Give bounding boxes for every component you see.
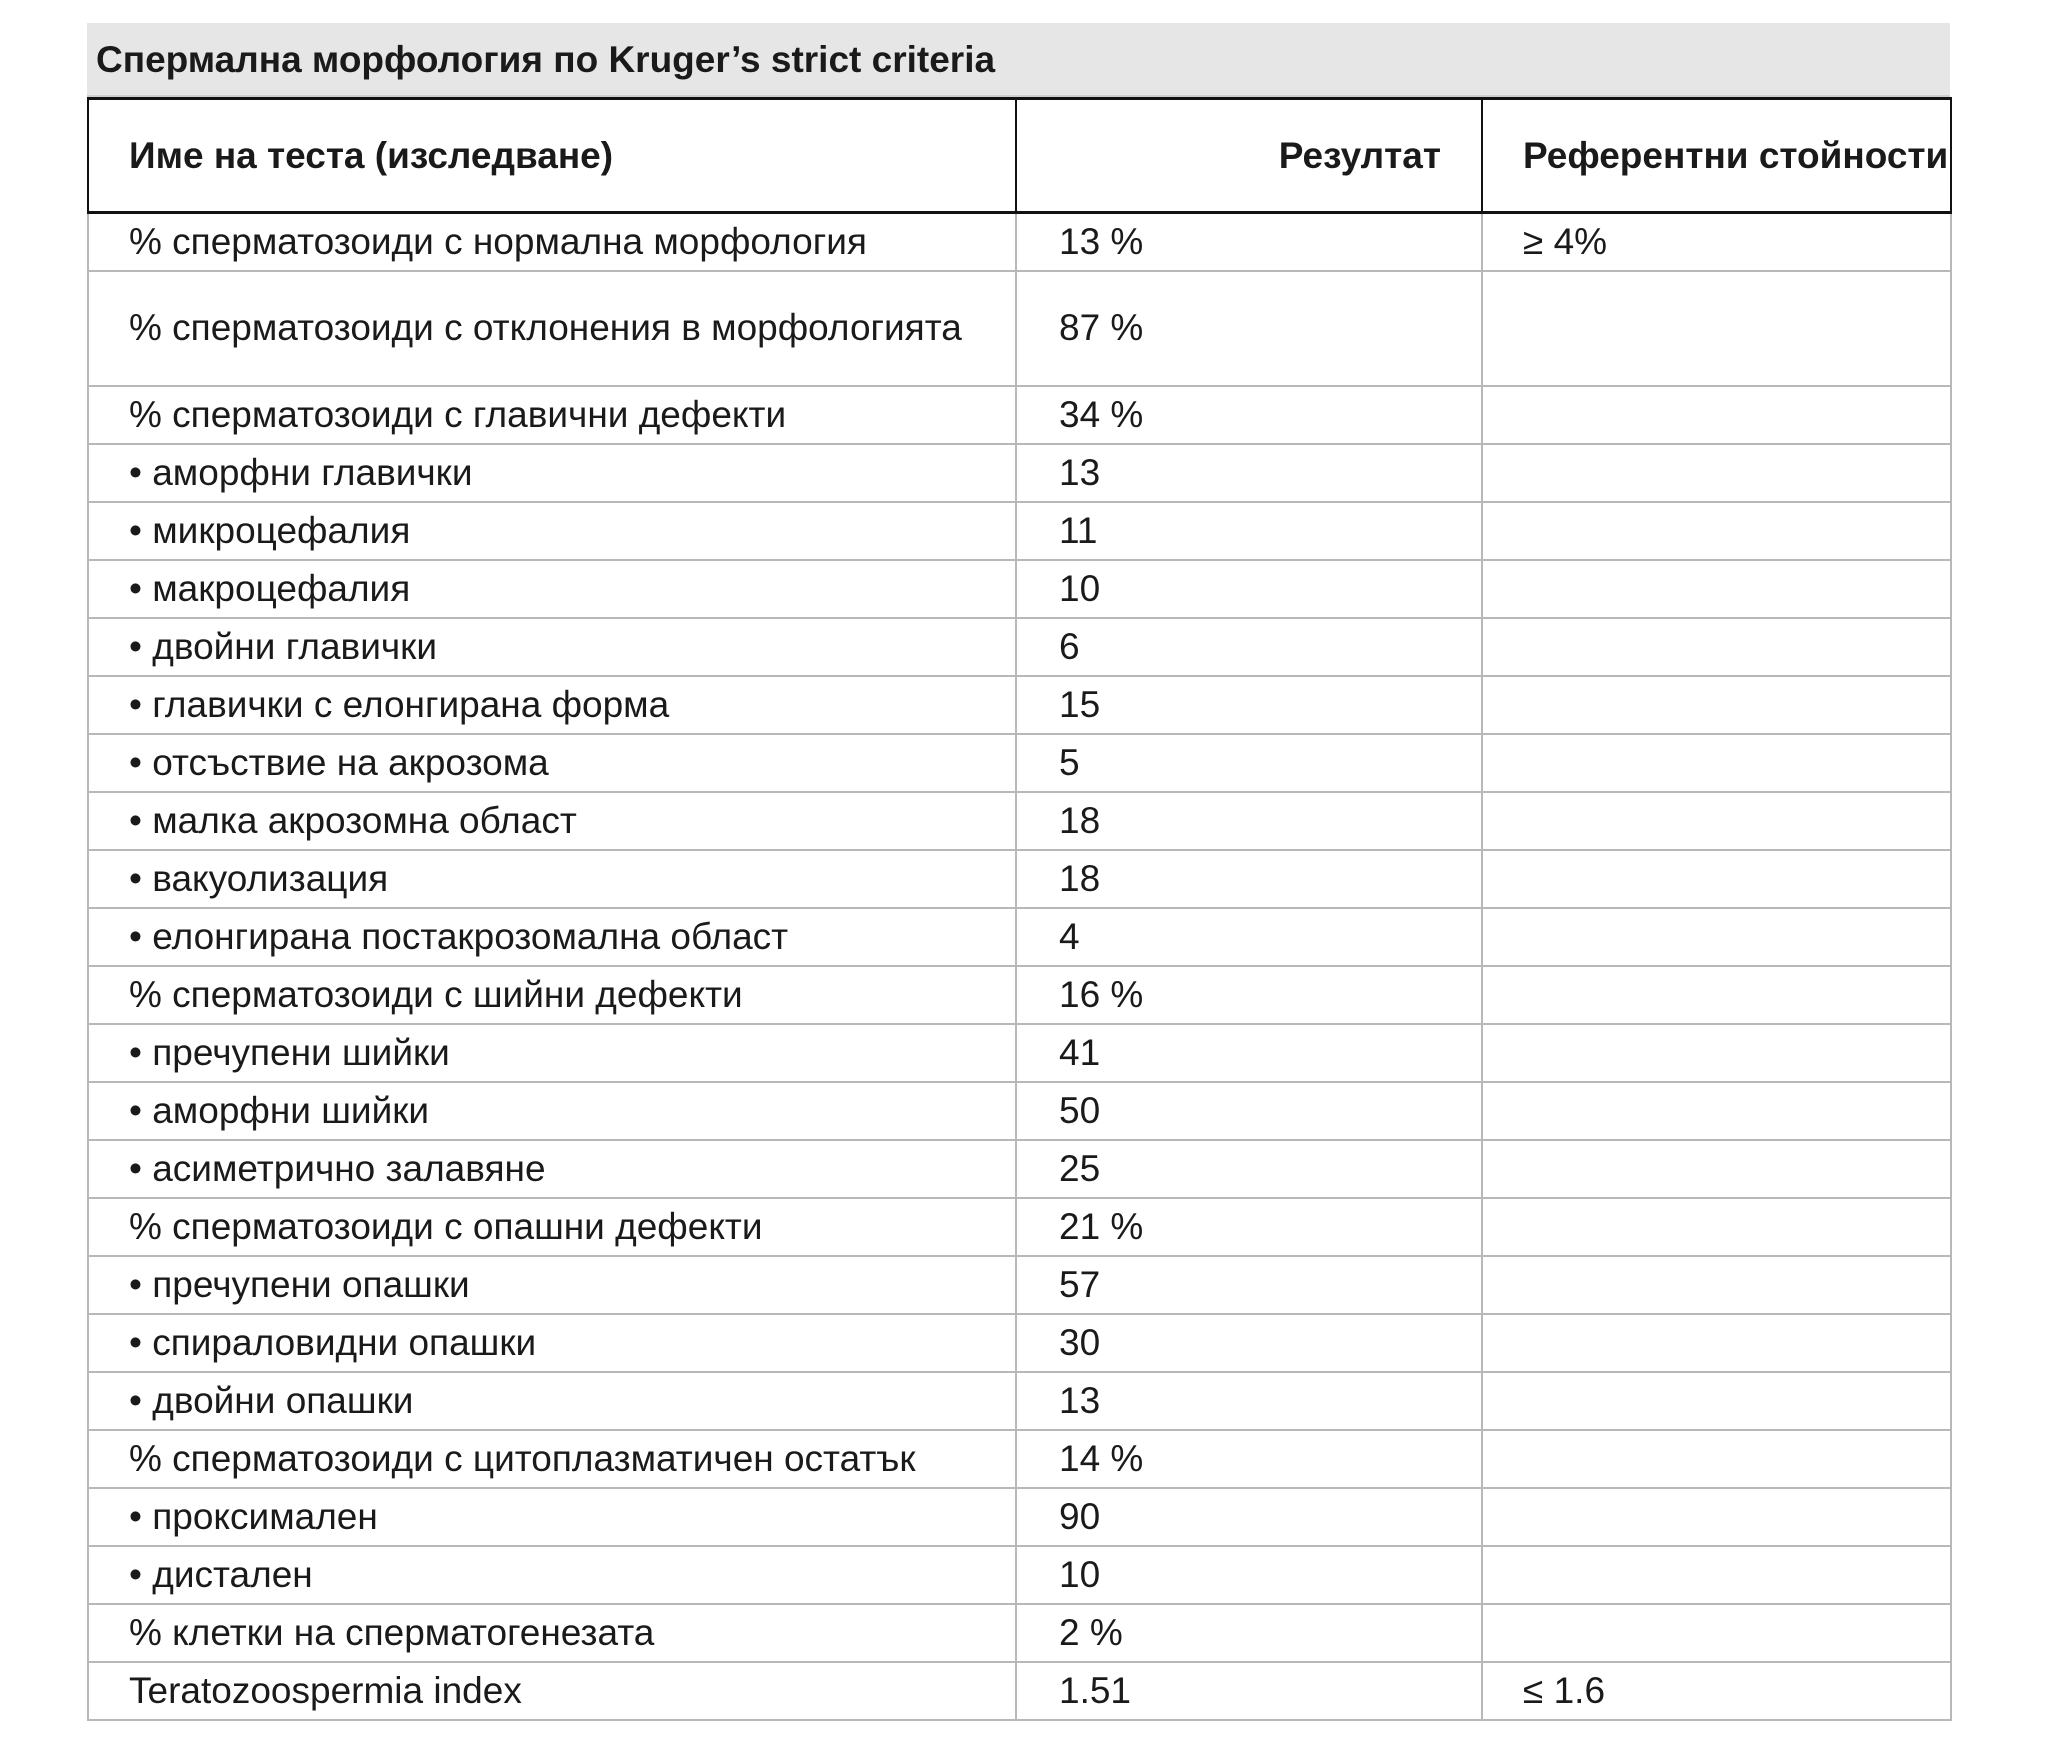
test-name-cell: % сперматозоиди с главични дефекти [88,386,1016,444]
test-name-cell: % сперматозоиди с цитоплазматичен остатък [88,1430,1016,1488]
test-name-cell: • спираловидни опашки [88,1314,1016,1372]
table-row [88,1488,1951,1546]
table-row [88,966,1951,1024]
result-cell: 10 [1016,1546,1482,1604]
column-header-result: Резултат [1016,99,1482,213]
reference-cell [1482,1604,1951,1662]
table-row [88,213,1951,271]
result-cell: 13 % [1016,213,1482,271]
result-cell: 13 [1016,444,1482,502]
test-name-cell: • вакуолизация [88,850,1016,908]
table-row [88,1662,1951,1720]
header-row [88,99,1951,213]
reference-cell [1482,1198,1951,1256]
reference-cell [1482,734,1951,792]
reference-cell [1482,560,1951,618]
reference-cell [1482,271,1951,386]
results-table [87,97,1952,1721]
result-cell: 16 % [1016,966,1482,1024]
table-row [88,1082,1951,1140]
reference-cell [1482,1140,1951,1198]
reference-cell: ≤ 1.6 [1482,1662,1951,1720]
table-row [88,444,1951,502]
reference-cell [1482,1024,1951,1082]
reference-cell [1482,908,1951,966]
reference-cell [1482,444,1951,502]
result-cell: 90 [1016,1488,1482,1546]
table-row [88,850,1951,908]
section-title: Спермална морфология по Kruger’s strict criteria [87,23,1950,97]
column-header-reference: Референтни стойности [1482,99,1951,213]
reference-cell [1482,850,1951,908]
result-cell: 4 [1016,908,1482,966]
result-cell: 2 % [1016,1604,1482,1662]
result-cell: 50 [1016,1082,1482,1140]
result-cell: 18 [1016,850,1482,908]
result-cell: 41 [1016,1024,1482,1082]
table-row [88,1604,1951,1662]
result-cell: 6 [1016,618,1482,676]
result-cell: 87 % [1016,271,1482,386]
test-name-cell: • малка акрозомна област [88,792,1016,850]
table-row [88,1372,1951,1430]
test-name-cell: • главички с елонгирана форма [88,676,1016,734]
table-row [88,271,1951,386]
result-cell: 13 [1016,1372,1482,1430]
table-row [88,792,1951,850]
result-cell: 30 [1016,1314,1482,1372]
test-name-cell: % сперматозоиди с шийни дефекти [88,966,1016,1024]
result-cell: 34 % [1016,386,1482,444]
reference-cell [1482,1082,1951,1140]
column-header-test-name: Име на теста (изследване) [88,99,1016,213]
table-row [88,1024,1951,1082]
result-cell: 5 [1016,734,1482,792]
test-name-cell: • проксимален [88,1488,1016,1546]
reference-cell [1482,618,1951,676]
test-name-cell: • асиметрично залавяне [88,1140,1016,1198]
result-cell: 10 [1016,560,1482,618]
test-name-cell: • макроцефалия [88,560,1016,618]
results-panel [87,23,1950,1721]
table-row [88,1256,1951,1314]
table-row [88,908,1951,966]
test-name-cell: • двойни главички [88,618,1016,676]
test-name-cell: • аморфни шийки [88,1082,1016,1140]
result-cell: 57 [1016,1256,1482,1314]
test-name-cell: % сперматозоиди с нормална морфология [88,213,1016,271]
reference-cell [1482,792,1951,850]
test-name-cell: Teratozoospermia index [88,1662,1016,1720]
reference-cell [1482,1372,1951,1430]
result-cell: 14 % [1016,1430,1482,1488]
result-cell: 11 [1016,502,1482,560]
reference-cell [1482,1546,1951,1604]
reference-cell: ≥ 4% [1482,213,1951,271]
test-name-cell: % сперматозоиди с опашни дефекти [88,1198,1016,1256]
table-row [88,618,1951,676]
result-cell: 21 % [1016,1198,1482,1256]
table-row [88,1198,1951,1256]
test-name-cell: • аморфни главички [88,444,1016,502]
reference-cell [1482,1430,1951,1488]
test-name-cell: • двойни опашки [88,1372,1016,1430]
result-cell: 18 [1016,792,1482,850]
test-name-cell: • пречупени шийки [88,1024,1016,1082]
table-row [88,1140,1951,1198]
result-cell: 25 [1016,1140,1482,1198]
test-name-cell: % сперматозоиди с отклонения в морфологията [88,271,1016,386]
reference-cell [1482,676,1951,734]
test-name-cell: % клетки на сперматогенезата [88,1604,1016,1662]
test-name-cell: • микроцефалия [88,502,1016,560]
test-name-cell: • отсъствие на акрозома [88,734,1016,792]
table-row [88,1546,1951,1604]
reference-cell [1482,1256,1951,1314]
result-cell: 1.51 [1016,1662,1482,1720]
table-row [88,1314,1951,1372]
reference-cell [1482,502,1951,560]
test-name-cell: • елонгирана постакрозомална област [88,908,1016,966]
table-row [88,734,1951,792]
reference-cell [1482,386,1951,444]
table-row [88,676,1951,734]
test-name-cell: • дистален [88,1546,1016,1604]
reference-cell [1482,1314,1951,1372]
reference-cell [1482,966,1951,1024]
result-cell: 15 [1016,676,1482,734]
table-row [88,1430,1951,1488]
test-name-cell: • пречупени опашки [88,1256,1016,1314]
table-row [88,502,1951,560]
table-row [88,386,1951,444]
table-row [88,560,1951,618]
reference-cell [1482,1488,1951,1546]
